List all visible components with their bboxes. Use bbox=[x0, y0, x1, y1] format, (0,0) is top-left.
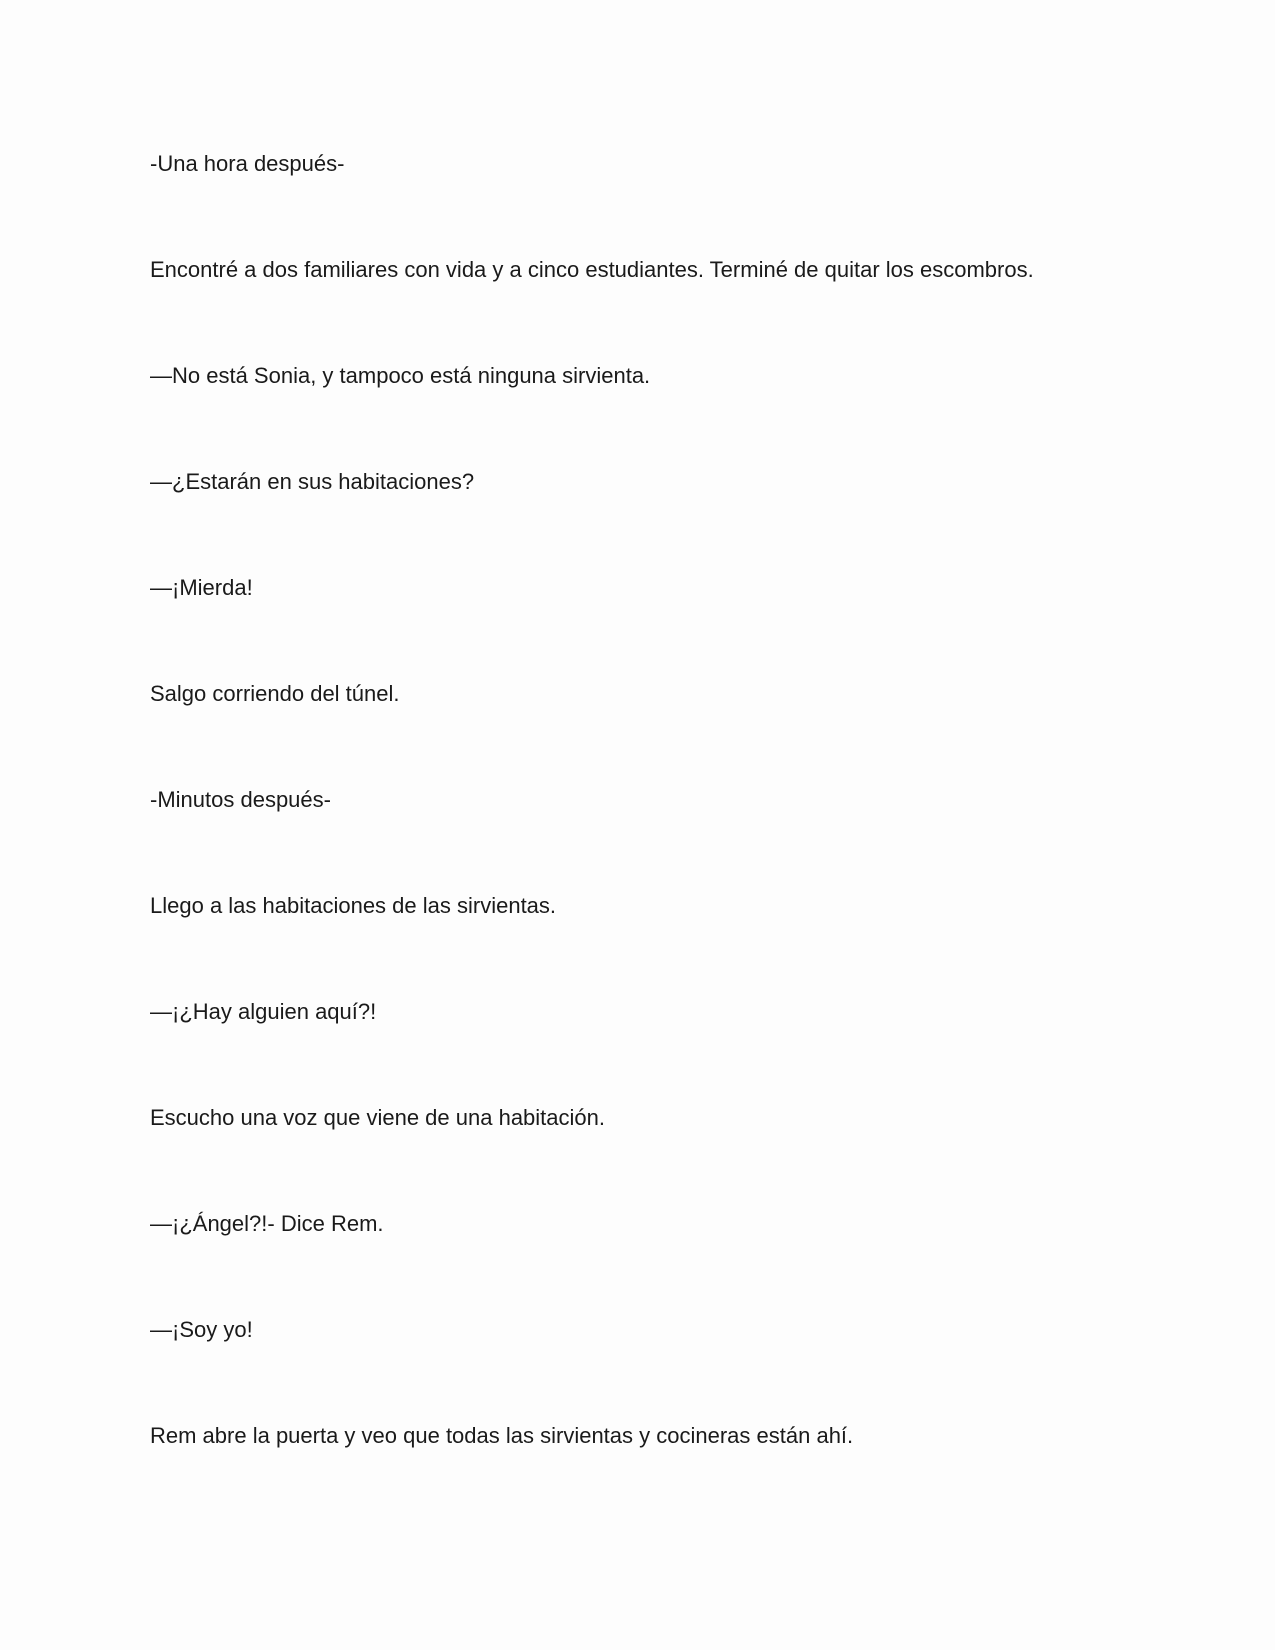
narration-paragraph: Llego a las habitaciones de las sirvientas. bbox=[150, 893, 557, 918]
dialogue-line: —No está Sonia, y tampoco está ninguna sirvienta. bbox=[150, 363, 651, 388]
narration-paragraph: Encontré a dos familiares con vida y a cinco estudiantes. Terminé de quitar los escombros. bbox=[150, 257, 1034, 282]
narration-paragraph: Salgo corriendo del túnel. bbox=[150, 681, 400, 706]
narration-paragraph: Rem abre la puerta y veo que todas las sirvientas y cocineras están ahí. bbox=[150, 1423, 854, 1448]
dialogue-line: —¡¿Ángel?!- Dice Rem. bbox=[150, 1211, 384, 1236]
scene-break-text: -Una hora después- bbox=[150, 151, 345, 176]
dialogue-line: —¡Soy yo! bbox=[150, 1317, 253, 1342]
dialogue-line: —¡¿Hay alguien aquí?! bbox=[150, 999, 377, 1024]
scene-break-text: -Minutos después- bbox=[150, 787, 331, 812]
narration-paragraph: Escucho una voz que viene de una habitación. bbox=[150, 1105, 605, 1130]
dialogue-line: —¿Estarán en sus habitaciones? bbox=[150, 469, 475, 494]
dialogue-line: —¡Mierda! bbox=[150, 575, 253, 600]
